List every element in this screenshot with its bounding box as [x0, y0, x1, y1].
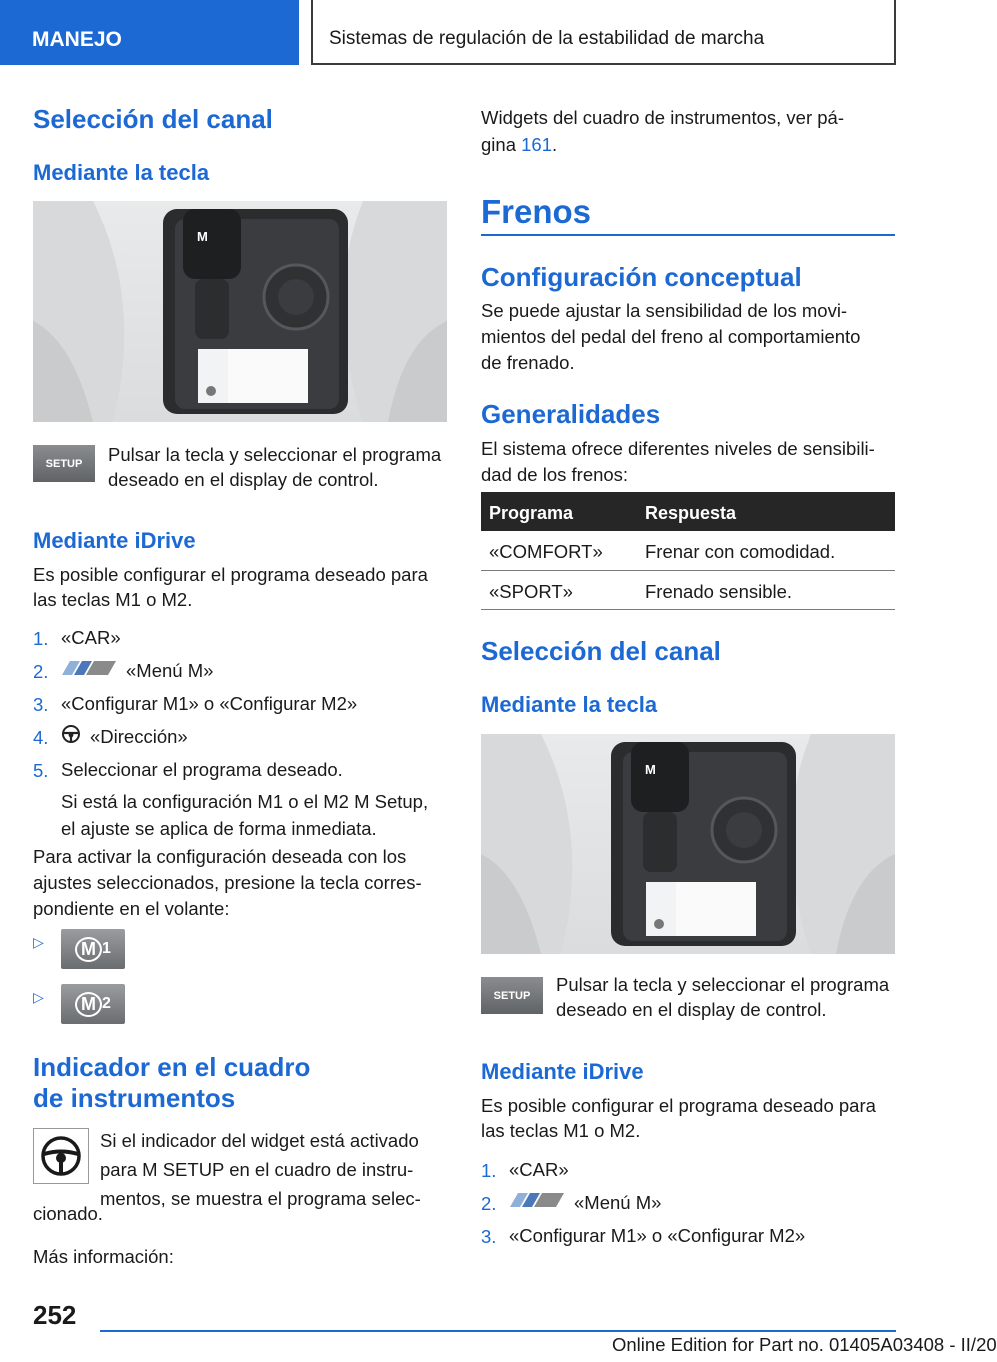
m-stripes-icon	[510, 1193, 564, 1207]
left-setup-text: Pulsar la tecla y seleccionar el programa deseado en el display de control.	[108, 444, 442, 490]
header-section-label: MANEJO	[32, 28, 122, 51]
bullet-m2: ▷	[33, 989, 44, 1005]
right-heading-tecla: Mediante la tecla	[481, 692, 658, 717]
table-header-respuesta: Respuesta	[645, 503, 737, 523]
left-step-1-num: 1.	[33, 628, 49, 649]
left-step-4-num: 4.	[33, 727, 49, 748]
right-step-3-text: «Configurar M1» o «Configurar M2»	[509, 1225, 806, 1246]
m2-button-icon: M 2	[61, 984, 125, 1024]
table-header-programa: Programa	[489, 503, 574, 523]
left-step-3-text: «Configurar M1» o «Configurar M2»	[61, 693, 358, 714]
right-setup-text: Pulsar la tecla y seleccionar el programa deseado en el display de control.	[556, 974, 890, 1020]
table-row	[481, 531, 895, 571]
setup-button-icon: SETUP	[33, 445, 95, 482]
console-illustration	[481, 734, 895, 954]
footer-edition: Online Edition for Part no. 01405A03408 - II/20	[612, 1334, 997, 1355]
svg-text:M: M	[197, 229, 208, 244]
left-activar-text: Para activar la configuración deseada con los ajustes seleccionados, presione la tecla corres- pondiente en el volante:	[33, 846, 422, 919]
left-step-4-text: «Dirección»	[90, 726, 188, 747]
right-heading-seleccion: Selección del canal	[481, 636, 721, 666]
right-step-2-text: «Menú M»	[574, 1192, 662, 1213]
header-title-box	[311, 0, 896, 65]
left-heading-seleccion: Selección del canal	[33, 104, 273, 134]
right-idrive-text: Es posible configurar el programa deseado para las teclas M1 o M2.	[481, 1095, 876, 1141]
left-step-3-num: 3.	[33, 694, 49, 715]
header-title: Sistemas de regulación de la estabilidad de marcha	[329, 28, 765, 49]
right-step-1-text: «CAR»	[509, 1159, 569, 1180]
right-heading-config: Configuración conceptual	[481, 262, 802, 292]
left-step-2-text: «Menú M»	[126, 660, 214, 681]
left-heading-indicador: Indicador en el cuadro de instrumentos	[33, 1052, 311, 1113]
left-idrive-text: Es posible configurar el programa deseado para las teclas M1 o M2.	[33, 564, 428, 610]
left-indicador-text-a: Si el indicador del widget está activado para M SETUP en el cuadro de instru- mentos, se muestra el programa selec-	[100, 1130, 421, 1209]
right-step-1-num: 1.	[481, 1160, 497, 1181]
table-cell: «SPORT»	[489, 581, 573, 602]
left-step-5-detail: Si está la configuración M1 o el M2 M Setup, el ajuste se aplica de forma inmediata.	[61, 791, 429, 839]
right-step-3-num: 3.	[481, 1226, 497, 1247]
left-step-1-text: «CAR»	[61, 627, 121, 648]
steering-wheel-small-icon	[61, 724, 81, 744]
indicator-frame	[33, 1128, 89, 1184]
table-header	[481, 492, 895, 531]
table-cell: «COMFORT»	[489, 541, 603, 562]
left-step-2-num: 2.	[33, 661, 49, 682]
page-number: 252	[33, 1300, 77, 1330]
right-heading-frenos: Frenos	[481, 193, 592, 230]
left-mas-info: Más información:	[33, 1246, 174, 1267]
left-indicador-text-b: cionado.	[33, 1203, 103, 1224]
table-row	[481, 571, 895, 610]
steering-wheel-icon	[34, 1129, 88, 1183]
left-heading-tecla: Mediante la tecla	[33, 160, 210, 185]
right-gen-text: El sistema ofrece diferentes niveles de sensibili- dad de los frenos:	[481, 438, 875, 485]
right-widgets-text: Widgets del cuadro de instrumentos, ver pá- gina 161.	[481, 107, 844, 155]
page-ref-link[interactable]: 161	[521, 134, 552, 155]
console-photo-right	[481, 734, 895, 954]
table-cell: Frenado sensible.	[645, 581, 793, 602]
right-heading-generalidades: Generalidades	[481, 399, 661, 429]
right-heading-idrive: Mediante iDrive	[481, 1059, 644, 1084]
bullet-m1: ▷	[33, 934, 44, 950]
m1-button-icon: M 1	[61, 929, 125, 969]
left-step-5-num: 5.	[33, 760, 49, 781]
table-cell: Frenar con comodidad.	[645, 541, 836, 562]
m-stripes-icon	[62, 661, 116, 675]
footer-rule	[100, 1330, 896, 1332]
console-illustration	[33, 201, 447, 422]
header-section-tab	[0, 0, 299, 65]
right-step-2-num: 2.	[481, 1193, 497, 1214]
left-step-5-text: Seleccionar el programa deseado.	[61, 759, 343, 780]
left-heading-idrive: Mediante iDrive	[33, 528, 196, 553]
console-photo	[33, 201, 447, 422]
svg-text:M: M	[645, 762, 656, 777]
setup-button-icon: SETUP	[481, 977, 543, 1014]
right-config-text: Se puede ajustar la sensibilidad de los movi- mientos del pedal del freno al comportamiento de frenado.	[481, 300, 861, 373]
frenos-rule	[481, 234, 895, 236]
